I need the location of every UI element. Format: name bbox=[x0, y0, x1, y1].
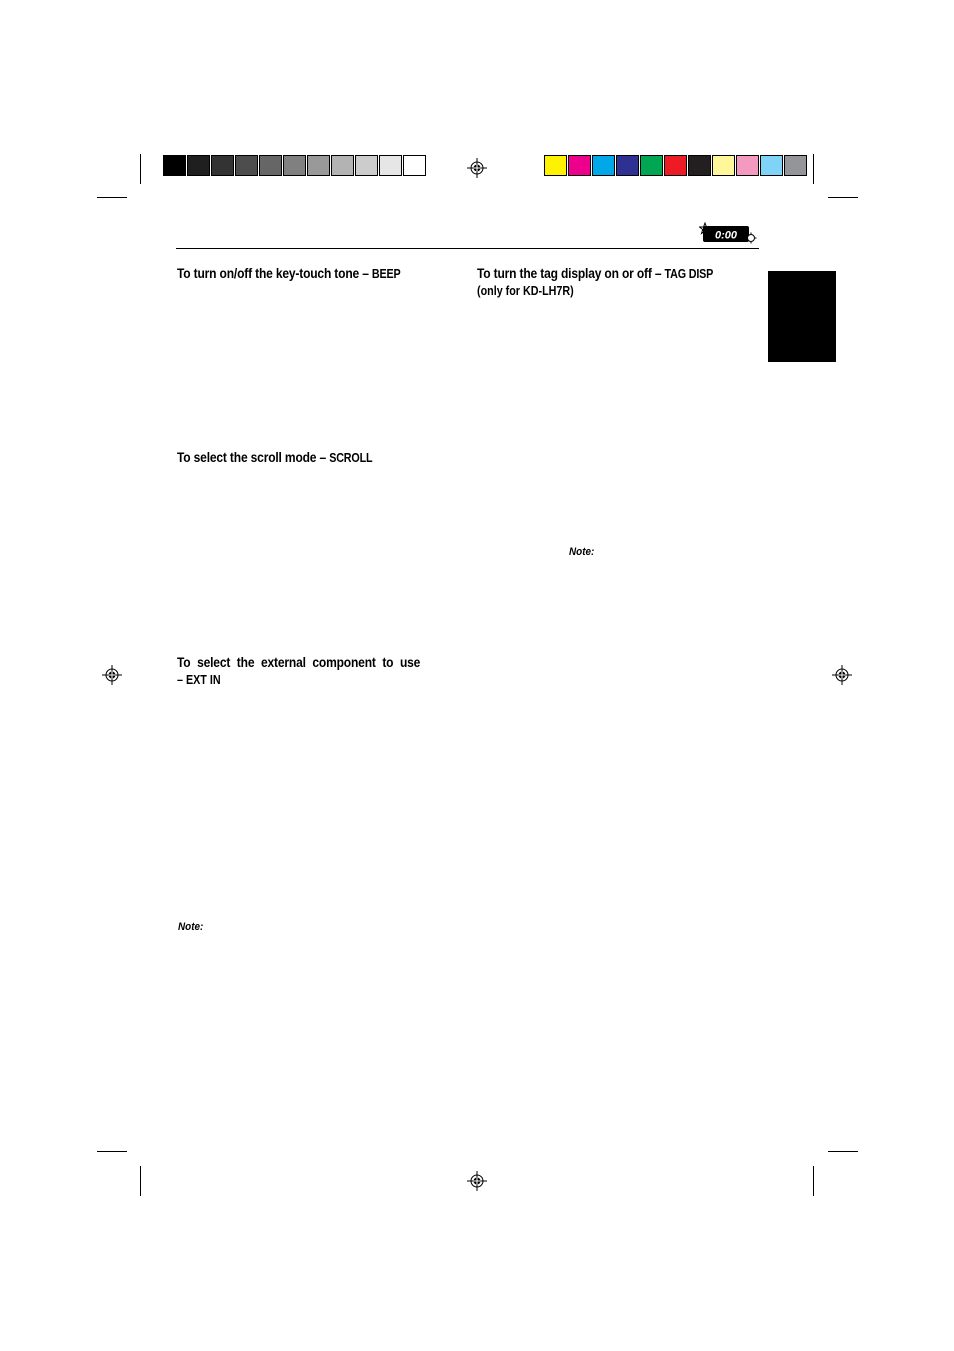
registration-mark-icon bbox=[467, 1171, 487, 1191]
gray-swatch bbox=[403, 155, 426, 176]
color-swatch bbox=[616, 155, 639, 176]
color-swatch bbox=[712, 155, 735, 176]
beep-heading-text: To turn on/off the key-touch tone – bbox=[177, 265, 372, 281]
registration-mark-icon bbox=[832, 665, 852, 685]
crop-mark bbox=[813, 154, 814, 184]
tag-subtitle: (only for KD-LH7R) bbox=[477, 284, 574, 298]
crop-mark bbox=[828, 197, 858, 198]
gray-swatch bbox=[331, 155, 354, 176]
gray-swatch bbox=[355, 155, 378, 176]
gray-swatch bbox=[307, 155, 330, 176]
crop-mark bbox=[828, 1151, 858, 1152]
crop-mark bbox=[813, 1166, 814, 1196]
crop-mark bbox=[140, 154, 141, 184]
tag-heading-text: To turn the tag display on or off – bbox=[477, 265, 665, 281]
crop-mark bbox=[97, 197, 127, 198]
ext-heading-text: To select the external component to use bbox=[177, 654, 421, 670]
ext-code: – EXT IN bbox=[177, 673, 221, 687]
header-rule bbox=[176, 248, 759, 249]
color-swatch-bar bbox=[544, 155, 808, 176]
color-swatch bbox=[544, 155, 567, 176]
color-swatch bbox=[664, 155, 687, 176]
color-swatch bbox=[592, 155, 615, 176]
gray-swatch bbox=[187, 155, 210, 176]
color-swatch bbox=[640, 155, 663, 176]
gray-swatch bbox=[259, 155, 282, 176]
scroll-code: SCROLL bbox=[329, 451, 373, 465]
grayscale-swatch-bar bbox=[163, 155, 427, 176]
tag-code: TAG DISP bbox=[664, 267, 714, 281]
right-note-label: Note: bbox=[569, 546, 595, 558]
gray-swatch bbox=[283, 155, 306, 176]
crop-mark bbox=[140, 1166, 141, 1196]
gray-swatch bbox=[211, 155, 234, 176]
beep-heading bbox=[177, 265, 401, 281]
gray-swatch bbox=[379, 155, 402, 176]
registration-mark-icon bbox=[467, 158, 487, 178]
color-swatch bbox=[760, 155, 783, 176]
registration-mark-icon bbox=[102, 665, 122, 685]
tag-heading bbox=[477, 265, 713, 281]
svg-text:0:00: 0:00 bbox=[714, 229, 738, 242]
clock-settings-icon bbox=[699, 222, 759, 244]
color-swatch bbox=[688, 155, 711, 176]
scroll-heading bbox=[177, 449, 372, 465]
ext-heading bbox=[177, 654, 420, 670]
left-note-label: Note: bbox=[178, 921, 204, 933]
gray-swatch bbox=[163, 155, 186, 176]
color-swatch bbox=[784, 155, 807, 176]
crop-mark bbox=[97, 1151, 127, 1152]
section-tab bbox=[768, 271, 836, 362]
gray-swatch bbox=[235, 155, 258, 176]
color-swatch bbox=[736, 155, 759, 176]
color-swatch bbox=[568, 155, 591, 176]
scroll-heading-text: To select the scroll mode – bbox=[177, 449, 330, 465]
beep-code: BEEP bbox=[371, 267, 401, 281]
